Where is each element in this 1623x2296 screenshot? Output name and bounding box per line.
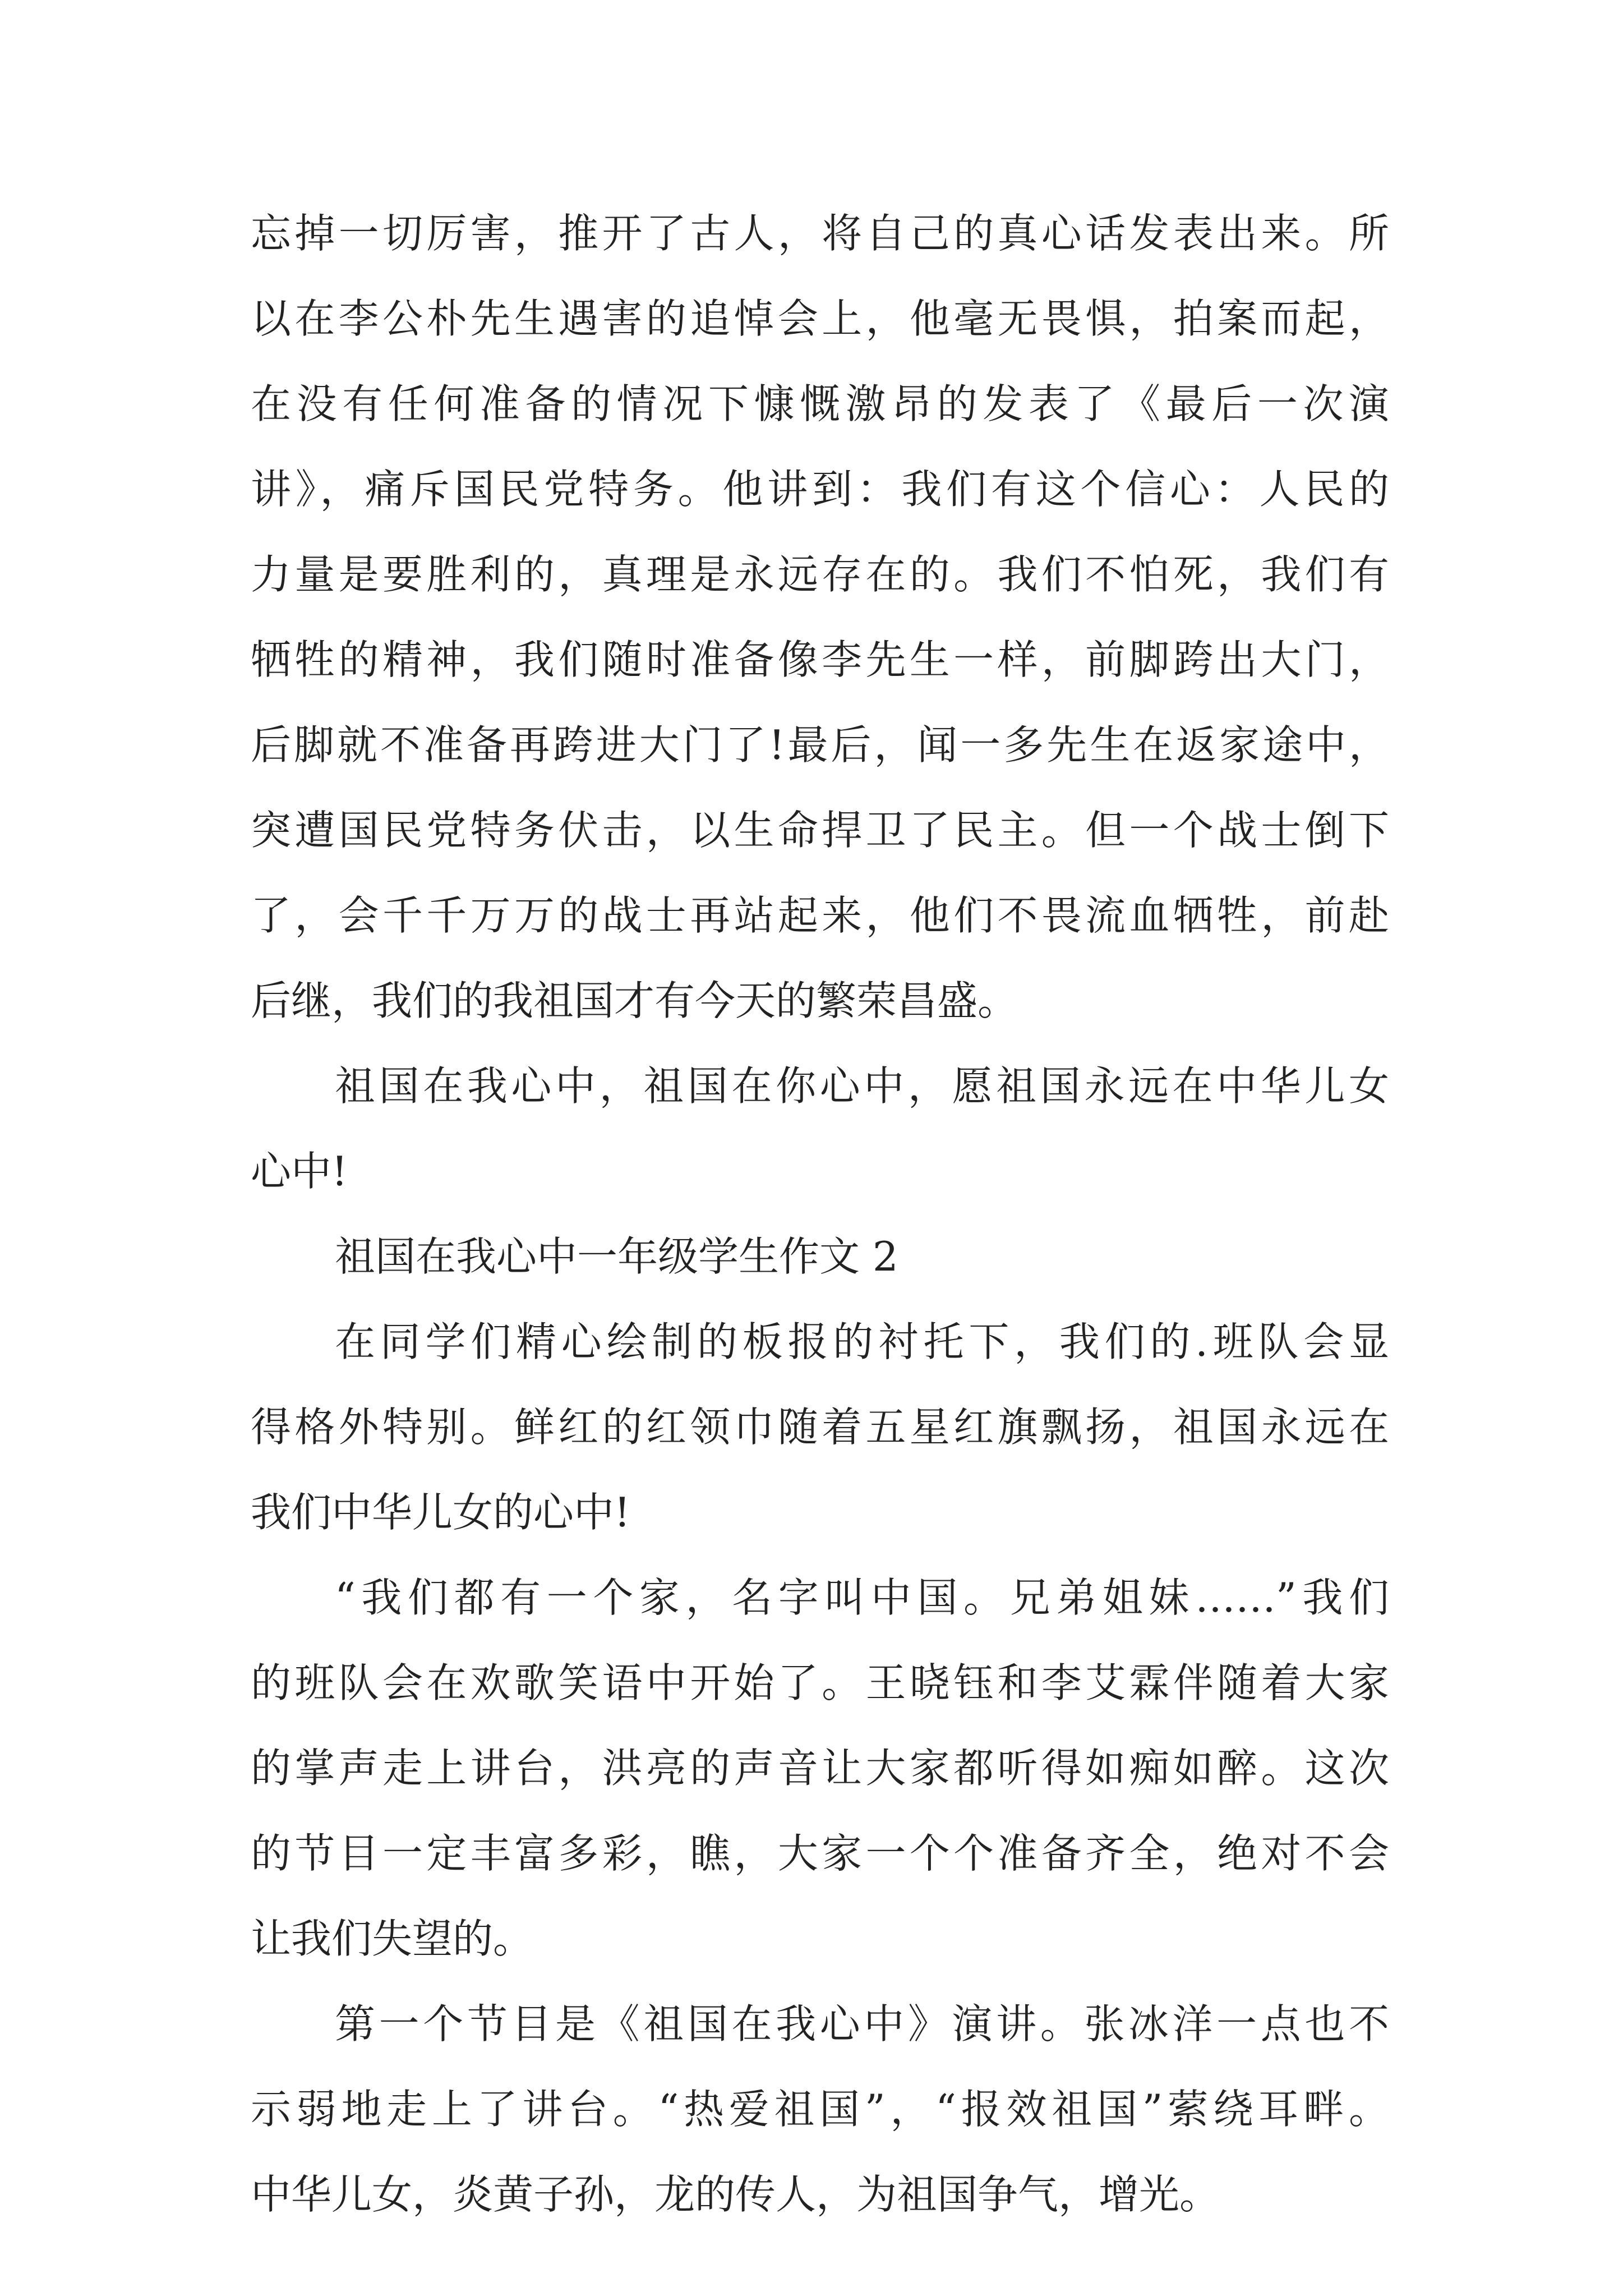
paragraph-start-line: “我们都有一个家，名字叫中国。兄弟姐妹……”我们: [335, 1574, 1389, 1621]
paragraph-start-line: 祖国在我心中，祖国在你心中，愿祖国永远在中华儿女: [335, 1062, 1389, 1110]
text-line: 力量是要胜利的，真理是永远存在的。我们不怕死，我们有: [251, 551, 1389, 598]
text-line: 我们中华儿女的心中!: [251, 1489, 630, 1536]
text-line: 突遭国民党特务伏击，以生命捍卫了民主。但一个战士倒下: [251, 807, 1389, 854]
section-heading: 祖国在我心中一年级学生作文 2: [335, 1233, 898, 1280]
text-line: 了，会千千万万的战士再站起来，他们不畏流血牺牲，前赴: [251, 892, 1389, 939]
paragraph-start-line: 第一个节目是《祖国在我心中》演讲。张冰洋一点也不: [335, 2000, 1389, 2047]
text-line: 牺牲的精神，我们随时准备像李先生一样，前脚跨出大门，: [251, 636, 1389, 683]
text-line: 的班队会在欢歌笑语中开始了。王晓钰和李艾霖伴随着大家: [251, 1659, 1389, 1706]
text-line: 忘掉一切厉害，推开了古人，将自己的真心话发表出来。所: [251, 210, 1389, 257]
text-line: 后脚就不准备再跨进大门了!最后，闻一多先生在返家途中，: [251, 721, 1389, 769]
text-line: 讲》，痛斥国民党特务。他讲到：我们有这个信心：人民的: [251, 466, 1389, 513]
text-line: 在没有任何准备的情况下慷慨激昂的发表了《最后一次演: [251, 380, 1389, 427]
text-line: 以在李公朴先生遇害的追悼会上，他毫无畏惧，拍案而起，: [251, 295, 1389, 342]
text-line: 让我们失望的。: [251, 1915, 534, 1962]
document-body: [251, 191, 1389, 2237]
text-line: 得格外特别。鲜红的红领巾随着五星红旗飘扬，祖国永远在: [251, 1404, 1389, 1451]
text-line: 中华儿女，炎黄子孙，龙的传人，为祖国争气，增光。: [251, 2171, 1220, 2218]
text-line: 示弱地走上了讲台。“热爱祖国”，“报效祖国”萦绕耳畔。: [251, 2086, 1389, 2133]
text-line: 的节目一定丰富多彩，瞧，大家一个个准备齐全，绝对不会: [251, 1830, 1389, 1877]
paragraph-start-line: 在同学们精心绘制的板报的衬托下，我们的.班队会显: [335, 1318, 1389, 1365]
text-line: 的掌声走上讲台，洪亮的声音让大家都听得如痴如醉。这次: [251, 1745, 1389, 1792]
text-line: 心中!: [251, 1148, 348, 1195]
text-line: 后继，我们的我祖国才有今天的繁荣昌盛。: [251, 977, 1018, 1024]
